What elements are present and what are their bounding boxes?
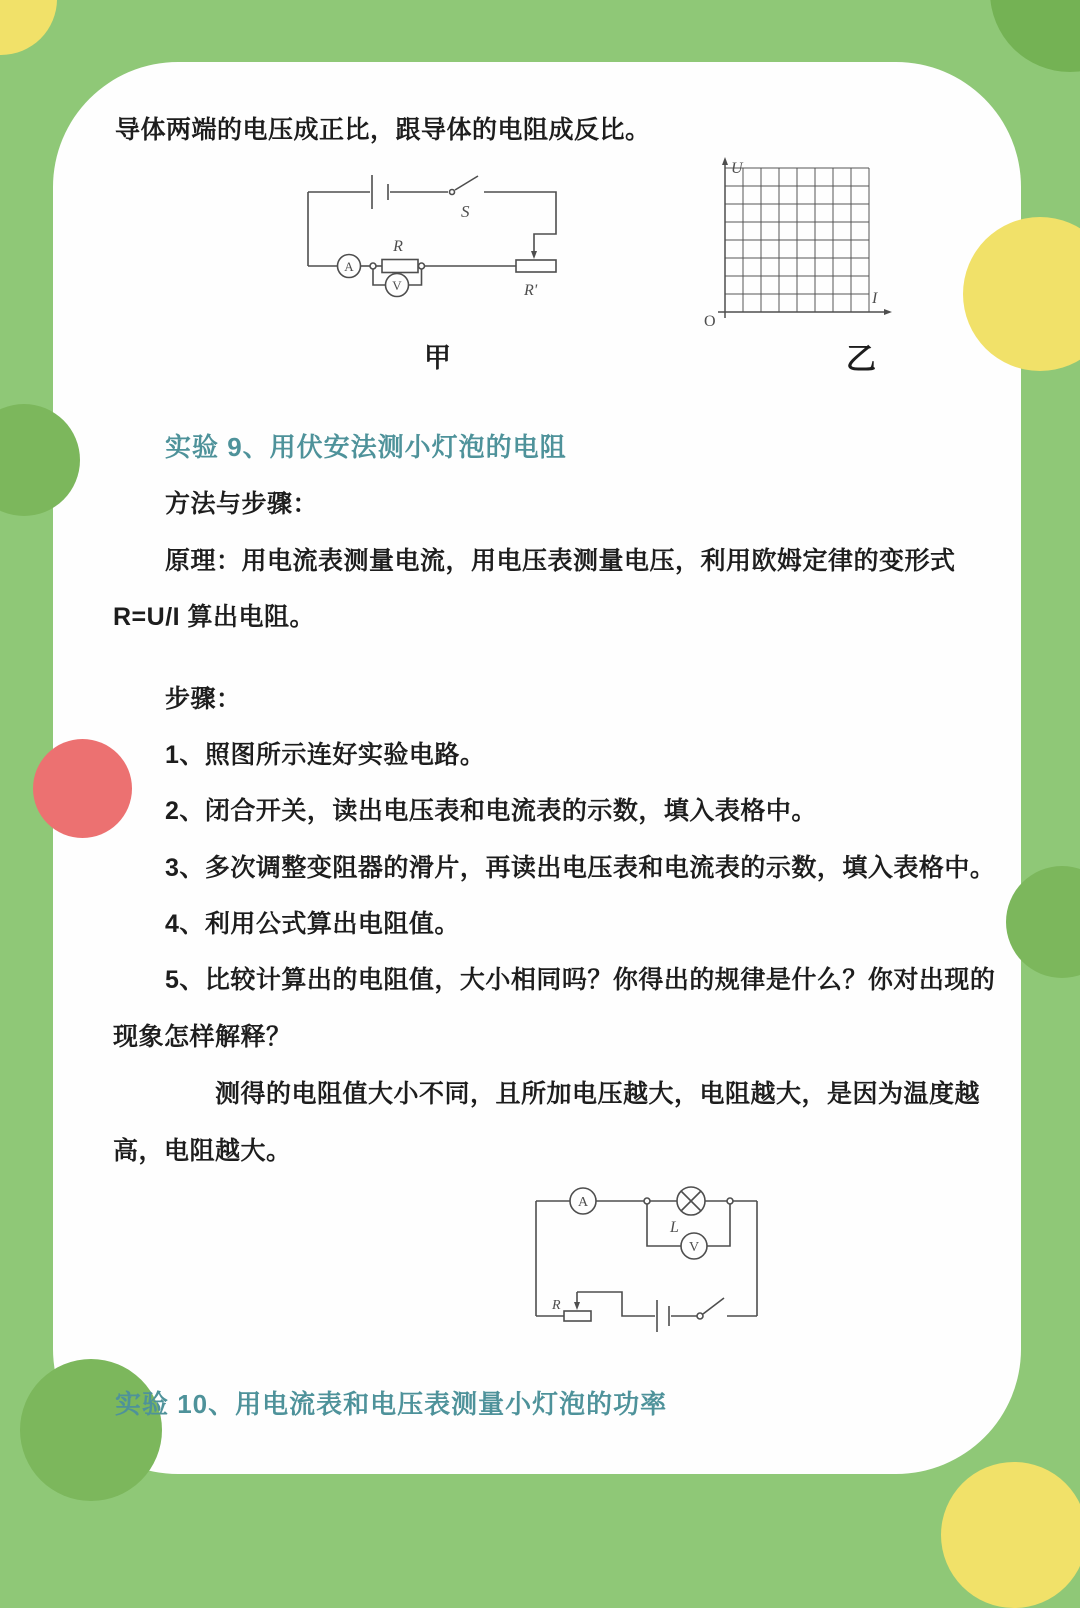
- step-1: 1、照图所示连好实验电路。: [165, 741, 486, 769]
- slider-arrow: [574, 1302, 580, 1310]
- figure-label-jia: 甲: [424, 343, 451, 373]
- voltmeter-label: V: [392, 278, 402, 293]
- method-title: 方法与步骤：: [165, 490, 319, 518]
- principle-line: [165, 541, 956, 577]
- origin-label: O: [704, 313, 716, 330]
- step-3: 3、多次调整变阻器的滑片，再读出电压表和电流表的示数，填入表格中。: [165, 854, 996, 882]
- ammeter-label: A: [344, 259, 354, 274]
- ammeter-label: A: [577, 1195, 589, 1210]
- switch-label: S: [461, 202, 470, 221]
- step-5-continued: 现象怎样解释？: [113, 1023, 292, 1051]
- circuit-diagram-bottom: [528, 1178, 790, 1350]
- principle-line2: R=U/I 算出电阻。: [113, 603, 316, 631]
- rheostat-label: R': [524, 282, 538, 299]
- x-axis-label: I: [872, 290, 878, 307]
- switch-lever: [703, 1298, 724, 1314]
- section10-heading: 实验 10、用电流表和电压表测量小灯泡的功率: [115, 1389, 668, 1419]
- node-dot: [644, 1198, 650, 1204]
- ui-graph-yi: [698, 156, 898, 328]
- node-dot: [370, 263, 376, 269]
- node-dot: [727, 1198, 733, 1204]
- switch-lever: [455, 176, 478, 190]
- principle-text: 用电流表测量电流，用电压表测量电压，利用欧姆定律的变形式: [241, 547, 956, 575]
- principle-label: 原理：: [165, 547, 242, 575]
- figure-label-yi: 乙: [846, 343, 876, 376]
- voltmeter-label: V: [688, 1240, 700, 1255]
- y-axis-arrow: [722, 157, 728, 165]
- node-dot: [419, 263, 425, 269]
- rheostat-box: [516, 260, 556, 272]
- intro-text: 导体两端的电压成正比，跟导体的电阻成反比。: [115, 116, 651, 144]
- resistor-label: R: [393, 238, 403, 255]
- steps-title: 步骤：: [165, 685, 242, 713]
- circuit-diagram-jia: [298, 163, 570, 313]
- y-axis-label: U: [731, 160, 743, 177]
- switch-pivot: [450, 190, 455, 195]
- slider-arrow: [531, 251, 537, 259]
- section9-heading: 实验 9、用伏安法测小灯泡的电阻: [165, 432, 567, 462]
- step-4: 4、利用公式算出电阻值。: [165, 910, 460, 938]
- rheostat-box: [564, 1311, 591, 1321]
- step-5: 5、比较计算出的电阻值，大小相同吗？你得出的规律是什么？你对出现的: [165, 966, 996, 994]
- rheostat-label: R: [552, 1298, 561, 1313]
- lamp-label: L: [670, 1219, 679, 1236]
- resistor-box: [382, 260, 418, 273]
- step-2: 2、闭合开关，读出电压表和电流表的示数，填入表格中。: [165, 797, 817, 825]
- answer-line-1: 测得的电阻值大小不同，且所加电压越大，电阻越大，是因为温度越: [215, 1080, 981, 1108]
- answer-line-2: 高，电阻越大。: [113, 1137, 292, 1165]
- grid-lines: [725, 168, 869, 312]
- switch-pivot: [697, 1313, 703, 1319]
- x-axis-arrow: [884, 309, 892, 315]
